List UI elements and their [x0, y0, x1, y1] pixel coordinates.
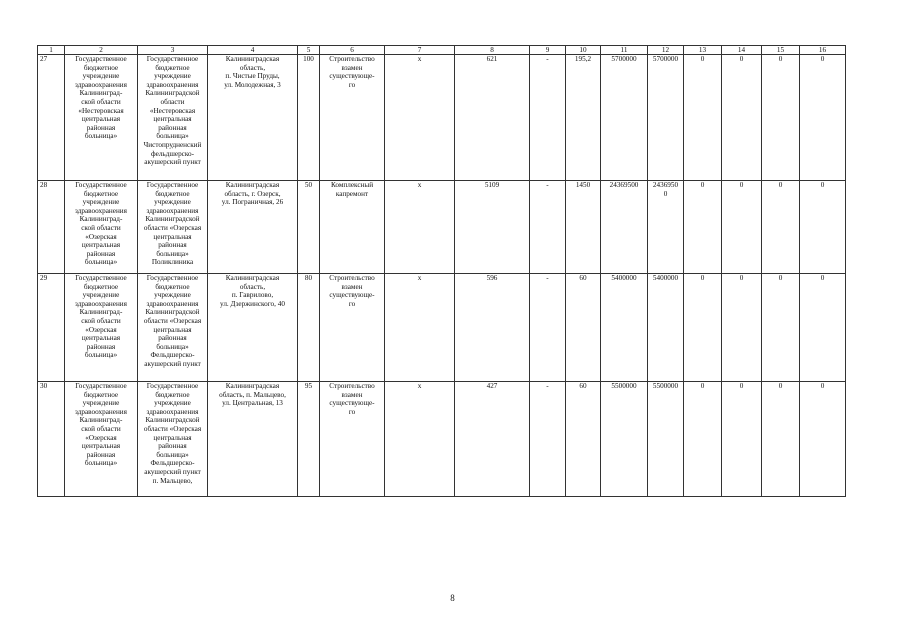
cell-text: Калининградская область, п. Чистые Пруды, ул. Молодежная, 3 [224, 55, 281, 89]
cell-text: Государственное бюджетное учреждение здравоохранения Калининград- ской области «Озерская центральная районная больница» [75, 274, 127, 360]
cell-text: 0 [778, 382, 783, 390]
table-cell-col-12 [648, 274, 684, 382]
cell-text: Строительство взамен существующе- го [329, 382, 375, 416]
table-row [38, 382, 846, 497]
table-cell-col-6 [320, 181, 385, 274]
cell-text: 0 [700, 382, 705, 390]
table-cell-col-2 [65, 382, 138, 497]
cell-text: 95 [304, 382, 313, 390]
cell-text: Калининградская область, п. Гаврилово, ул. Дзержинского, 40 [220, 274, 285, 308]
table-cell-col-13 [684, 181, 722, 274]
table-cell-col-7 [385, 55, 455, 181]
table-cell-col-4 [208, 382, 298, 497]
table-cell-col-6 [320, 274, 385, 382]
cell-text: х [417, 382, 422, 390]
table-cell-col-3 [138, 382, 208, 497]
cell-text: 0 [820, 55, 825, 63]
table-cell-col-16 [800, 274, 846, 382]
cell-text: - [546, 55, 549, 63]
cell-text: 5500000 [652, 382, 679, 390]
cell-text: 0 [700, 55, 705, 63]
table-cell-col-3 [138, 55, 208, 181]
table-cell-col-5 [298, 55, 320, 181]
cell-text: Калининградская область, г. Озерск, ул. Пограничная, 26 [221, 181, 284, 207]
cell-text: 195,2 [574, 55, 592, 63]
cell-text: Государственное бюджетное учреждение здравоохранения Калининградской области «Озерская центральная районная больница» Поликлиника [143, 181, 202, 267]
cell-text: 2436950 0 [652, 181, 679, 198]
table-cell-col-14 [722, 55, 762, 181]
cell-text: 60 [579, 274, 587, 282]
cell-text: 0 [820, 274, 825, 282]
table-cell-col-7 [385, 274, 455, 382]
cell-text: 1450 [575, 181, 591, 189]
table-cell-col-9 [530, 55, 566, 181]
table-row [38, 181, 846, 274]
column-header-1: 1 [38, 46, 65, 55]
cell-text: 0 [700, 274, 705, 282]
table-cell-col-2 [65, 181, 138, 274]
column-header-10: 10 [566, 46, 601, 55]
table-cell-col-10 [566, 181, 601, 274]
table-cell-col-15 [762, 181, 800, 274]
cell-text: Государственное бюджетное учреждение здравоохранения Калининградской области «Нестеровская центральная районная больница» Чистопрудненский фельдшерско- акушерский пункт [143, 55, 202, 167]
table-cell-col-14 [722, 181, 762, 274]
table-cell-col-8 [455, 274, 530, 382]
cell-text: 0 [739, 55, 744, 63]
cell-text: 0 [820, 382, 825, 390]
table-cell-col-16 [800, 55, 846, 181]
column-header-14: 14 [722, 46, 762, 55]
table-cell-col-16 [800, 382, 846, 497]
table-cell-col-5 [298, 181, 320, 274]
table-cell-col-11 [601, 181, 648, 274]
column-header-9: 9 [530, 46, 566, 55]
cell-text: 0 [820, 181, 825, 189]
cell-text: 30 [40, 382, 48, 390]
table-cell-col-1 [38, 382, 65, 497]
cell-text: 28 [40, 181, 48, 189]
cell-text: 596 [486, 274, 498, 282]
column-header-13: 13 [684, 46, 722, 55]
cell-text: 5400000 [611, 274, 637, 282]
table-cell-col-15 [762, 382, 800, 497]
cell-text: 5700000 [652, 55, 679, 63]
cell-text: 24369500 [609, 181, 639, 189]
cell-text: Комплексный капремонт [330, 181, 374, 198]
cell-text: х [417, 181, 422, 189]
column-header-15: 15 [762, 46, 800, 55]
table-cell-col-2 [65, 274, 138, 382]
table-cell-col-11 [601, 55, 648, 181]
table-cell-col-15 [762, 274, 800, 382]
cell-text: Строительство взамен существующе- го [329, 274, 375, 308]
table-cell-col-3 [138, 274, 208, 382]
cell-text: 5500000 [611, 382, 637, 390]
cell-text: 100 [303, 55, 314, 63]
cell-text: 5400000 [652, 274, 679, 282]
table-cell-col-2 [65, 55, 138, 181]
table-cell-col-13 [684, 274, 722, 382]
table-cell-col-15 [762, 55, 800, 181]
table-cell-col-8 [455, 181, 530, 274]
cell-text: - [546, 382, 549, 390]
table-cell-col-12 [648, 382, 684, 497]
table-row [38, 55, 846, 181]
cell-text: 621 [486, 55, 498, 63]
cell-text: - [546, 274, 549, 282]
table-cell-col-10 [566, 274, 601, 382]
table-cell-col-10 [566, 382, 601, 497]
cell-text: 60 [579, 382, 587, 390]
table-cell-col-4 [208, 55, 298, 181]
cell-text: 0 [700, 181, 705, 189]
cell-text: 5109 [484, 181, 500, 189]
document-table [37, 45, 846, 497]
cell-text: 5700000 [611, 55, 637, 63]
table-cell-col-14 [722, 382, 762, 497]
cell-text: Калининградская область, п. Мальцево, ул. Центральная, 13 [219, 382, 286, 408]
table-cell-col-3 [138, 181, 208, 274]
table-cell-col-8 [455, 382, 530, 497]
cell-text: 0 [778, 274, 783, 282]
column-header-7: 7 [385, 46, 455, 55]
column-header-11: 11 [601, 46, 648, 55]
table-cell-col-6 [320, 55, 385, 181]
table-cell-col-7 [385, 382, 455, 497]
table-cell-col-5 [298, 382, 320, 497]
cell-text: Государственное бюджетное учреждение здравоохранения Калининград- ской области «Озерская центральная районная больница» [75, 382, 127, 468]
column-header-3: 3 [138, 46, 208, 55]
table-cell-col-8 [455, 55, 530, 181]
table-cell-col-14 [722, 274, 762, 382]
column-header-16: 16 [800, 46, 846, 55]
table-cell-col-10 [566, 55, 601, 181]
cell-text: Государственное бюджетное учреждение здравоохранения Калининградской области «Озерская центральная районная больница» Фельдшерско- акушерский пункт [143, 274, 202, 368]
column-header-2: 2 [65, 46, 138, 55]
column-header-8: 8 [455, 46, 530, 55]
table-cell-col-1 [38, 181, 65, 274]
table-cell-col-4 [208, 181, 298, 274]
cell-text: х [417, 274, 422, 282]
table-cell-col-12 [648, 181, 684, 274]
column-header-4: 4 [208, 46, 298, 55]
cell-text: Государственное бюджетное учреждение здравоохранения Калининградской области «Озерская центральная районная больница» Фельдшерско- акушерский пункт п. Мальцево, [143, 382, 202, 485]
column-header-5: 5 [298, 46, 320, 55]
cell-text: 0 [739, 181, 744, 189]
cell-text: 0 [739, 382, 744, 390]
table-cell-col-6 [320, 382, 385, 497]
table-cell-col-4 [208, 274, 298, 382]
cell-text: 0 [778, 55, 783, 63]
table-cell-col-7 [385, 181, 455, 274]
column-header-12: 12 [648, 46, 684, 55]
cell-text: Государственное бюджетное учреждение здравоохранения Калининград- ской области «Озерская центральная районная больница» [75, 181, 127, 267]
table-cell-col-1 [38, 55, 65, 181]
table-cell-col-11 [601, 274, 648, 382]
table-cell-col-9 [530, 274, 566, 382]
cell-text: 80 [304, 274, 313, 282]
table-cell-col-5 [298, 274, 320, 382]
cell-text: 0 [778, 181, 783, 189]
cell-text: Государственное бюджетное учреждение здравоохранения Калининград- ской области «Нестеровская центральная районная больница» [75, 55, 127, 141]
table-cell-col-11 [601, 382, 648, 497]
page-number: 8 [450, 593, 455, 603]
cell-text: - [546, 181, 549, 189]
cell-text: Строительство взамен существующе- го [329, 55, 375, 89]
cell-text: 29 [40, 274, 48, 282]
cell-text: 0 [739, 274, 744, 282]
cell-text: 427 [486, 382, 498, 390]
table-cell-col-9 [530, 382, 566, 497]
table-cell-col-16 [800, 181, 846, 274]
table-cell-col-12 [648, 55, 684, 181]
header-row [38, 46, 846, 55]
column-header-6: 6 [320, 46, 385, 55]
cell-text: 50 [304, 181, 313, 189]
table-cell-col-9 [530, 181, 566, 274]
cell-text: 27 [40, 55, 48, 63]
table-row [38, 274, 846, 382]
cell-text: х [417, 55, 422, 63]
table-cell-col-1 [38, 274, 65, 382]
table-cell-col-13 [684, 382, 722, 497]
table-cell-col-13 [684, 55, 722, 181]
